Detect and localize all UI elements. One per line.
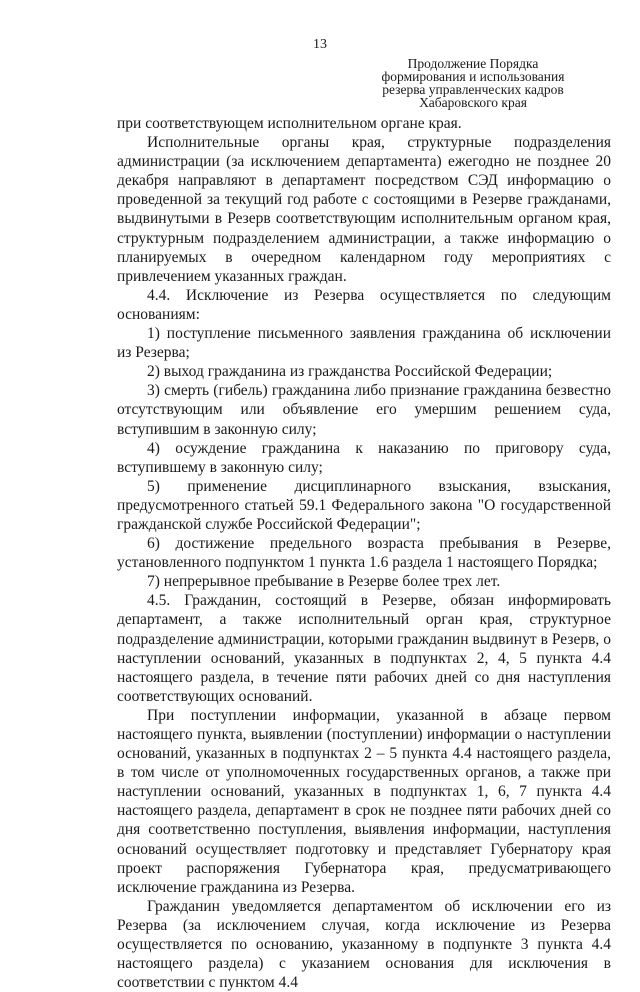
list-item: 5) применение дисциплинарного взыскания, взыскания, предусмотренного статьей 59.1 Федерального закона "О государственной гражданской службе Российской Федерации"; [117,477,611,533]
paragraph: Исполнительные органы края, структурные подразделения администрации (за исключением департамента) ежегодно не позднее 20 декабря направляют в департамент посредством СЭД информацию о проведенной за текущий год работе с состоящими в Резерве гражданами, выдвинутыми в Резерв соответствующим исполнительным органом края, структурным подразделением администрации, а также информацию о планируемых в очередном календарном году мероприятиях с привлечением указанных граждан. [117,134,611,285]
list-item: 3) смерть (гибель) гражданина либо признание гражданина безвестно отсутствующим или объявление его умершим решением суда, вступившим в законную силу; [117,382,611,438]
paragraph: При поступлении информации, указанной в абзаце первом настоящего пункта, выявлении (поступлении) информации о наступлении оснований, указанных в подпунктах 2 – 5 пункта 4.4 настоящего раздела, в том числе от уполномоченных государственных органов, а также при наступлении оснований, указанных в подпунктах 1, 6, 7 пункта 4.4 настоящего раздела, департамент в срок не позднее пяти рабочих дней со дня соответственно поступления, выявления информации, наступления оснований осуществляет подготовку и представляет Губернатору края проект распоряжения Губернатора края, предусматривающего исключение гражданина из Резерва. [117,706,611,896]
paragraph: при соответствующем исполнительном органе края. [117,115,462,132]
document-body [117,114,611,992]
header-line: Продолжение Порядка [407,56,539,71]
list-item: 2) выход гражданина из гражданства Российской Федерации; [147,363,553,381]
paragraph: 4.4. Исключение из Резерва осуществляется по следующим основаниям: [117,286,611,323]
header-line: Хабаровского края [419,95,527,110]
paragraph: 4.5. Гражданин, состоящий в Резерве, обязан информировать департамент, а также исполнительный орган края, структурное подразделение администрации, которыми гражданин выдвинут в Резерв, о наступлении оснований, указанных в подпунктах 2, 4, 5 пункта 4.4 настоящего раздела, в течение пяти рабочих дней со дня наступления соответствующих оснований. [117,592,611,705]
document-header-note [348,57,598,109]
header-line: формирования и использования [381,69,565,84]
paragraph: Гражданин уведомляется департаментом об исключении его из Резерва (за исключением случая, когда исключение из Резерва осуществляется по основанию, указанному в подпункте 3 пункта 4.4 настоящего раздела) с указанием основания для исключения в соответствии с пунктом 4.4 [117,897,611,992]
list-item: 4) осуждение гражданина к наказанию по приговору суда, вступившему в законную силу; [117,439,611,476]
list-item: 6) достижение предельного возраста пребывания в Резерве, установленного подпунктом 1 пункта 1.6 раздела 1 настоящего Порядка; [117,535,611,572]
header-line: резерва управленческих кадров [382,82,564,97]
list-item: 7) непрерывное пребывание в Резерве более трех лет. [147,573,501,591]
page-number: 13 [313,37,327,52]
list-item: 1) поступление письменного заявления гражданина об исключении из Резерва; [117,325,611,362]
